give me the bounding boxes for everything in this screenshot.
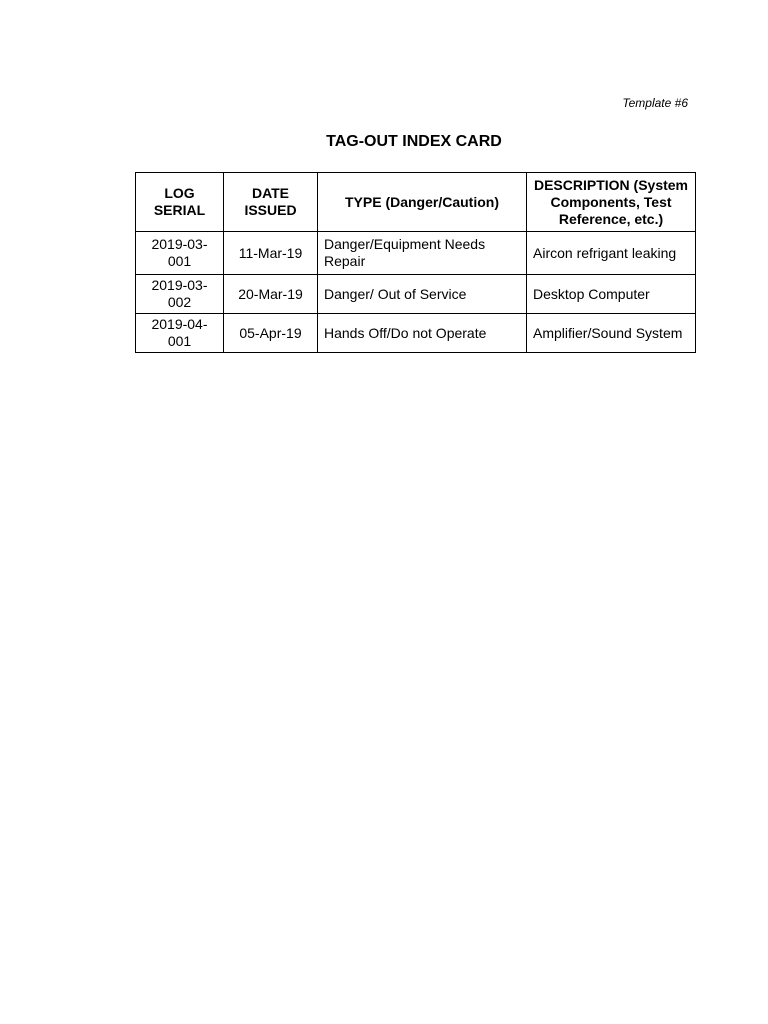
cell-date-issued: 11-Mar-19 — [224, 232, 318, 275]
cell-description: Aircon refrigant leaking — [527, 232, 696, 275]
header-description: DESCRIPTION (System Components, Test Reference, etc.) — [527, 173, 696, 232]
template-label: Template #6 — [622, 96, 688, 110]
cell-type: Danger/ Out of Service — [318, 275, 527, 314]
table-row — [136, 232, 696, 275]
table-header-row — [136, 173, 696, 232]
header-log-serial: LOG SERIAL — [136, 173, 224, 232]
cell-type: Danger/Equipment Needs Repair — [318, 232, 527, 275]
cell-date-issued: 20-Mar-19 — [224, 275, 318, 314]
header-type: TYPE (Danger/Caution) — [318, 173, 527, 232]
cell-description: Desktop Computer — [527, 275, 696, 314]
tagout-index-table — [135, 172, 696, 353]
cell-type: Hands Off/Do not Operate — [318, 314, 527, 353]
table-row — [136, 275, 696, 314]
header-date-issued: DATE ISSUED — [224, 173, 318, 232]
cell-log-serial: 2019-03-002 — [136, 275, 224, 314]
cell-log-serial: 2019-04-001 — [136, 314, 224, 353]
table-row — [136, 314, 696, 353]
cell-description: Amplifier/Sound System — [527, 314, 696, 353]
cell-date-issued: 05-Apr-19 — [224, 314, 318, 353]
document-title: TAG-OUT INDEX CARD — [326, 133, 502, 150]
cell-log-serial: 2019-03-001 — [136, 232, 224, 275]
